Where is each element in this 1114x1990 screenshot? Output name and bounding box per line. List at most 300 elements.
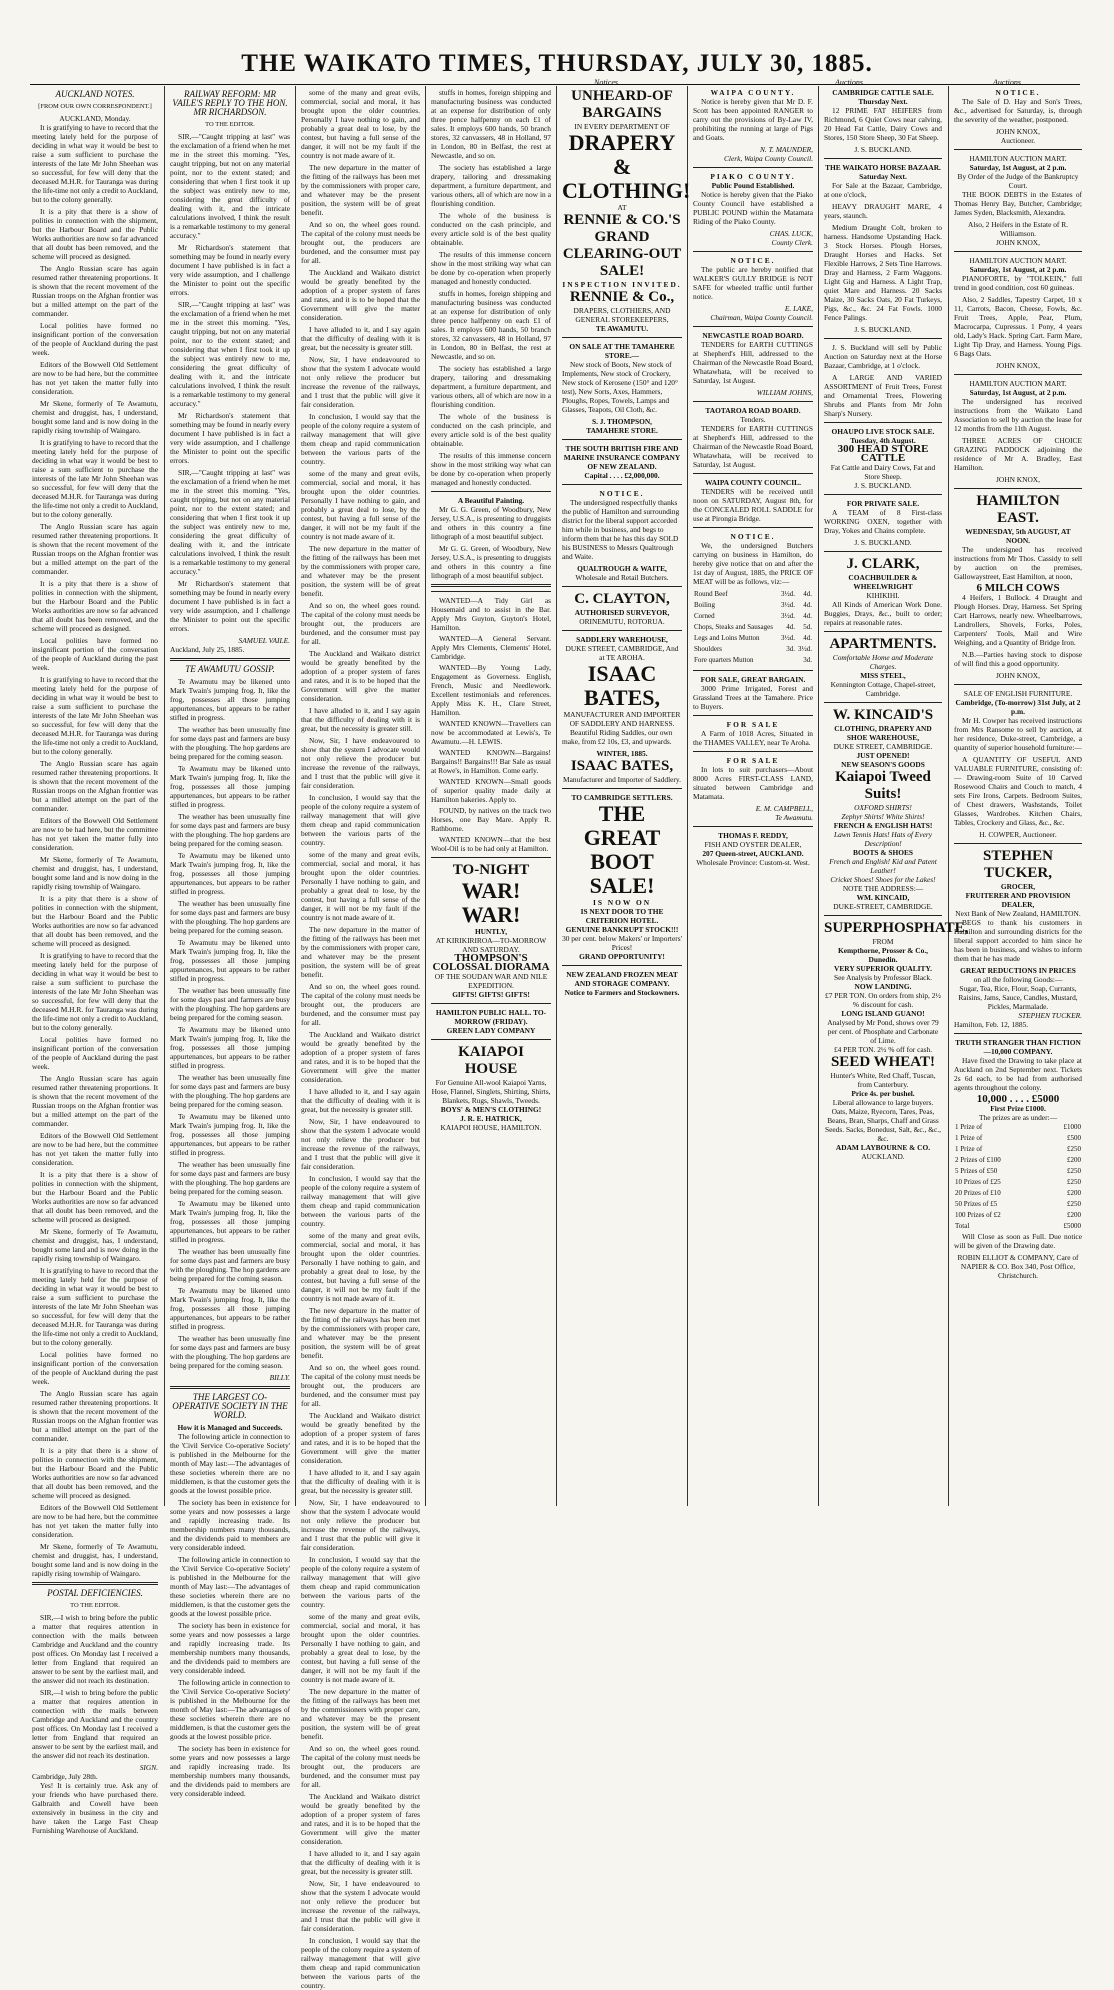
superphosphate: SUPERPHOSPHATE, [824,920,969,936]
paragraph: In conclusion, I would say that the people of the colony require a system of railway management that will give them cheap and rapid communication between the various parts of the country. [301,793,420,847]
green-lady: GREEN LADY COMPANY [446,1026,536,1035]
paragraph: In conclusion, I would say that the people of the colony require a system of railway management that will give them cheap and rapid communication between the various parts of the country. [301,1555,420,1609]
divider [693,326,813,327]
paragraph: BEGS to thank his customers in Hamilton and surrounding districts for the liberal support accorded to him since he has been in business, and wishes to inform them that he has made [954,918,1082,963]
meat-price-cell: 3½d. [780,612,795,620]
knox: JOHN KNOX, [996,361,1040,370]
prize-row [954,1199,1082,1210]
paragraph: Mr H. Cowper has received instructions from Mrs Ransome to sell by auction, at her residence, Duke-street, Cambridge, a quantity of superior household furniture:— [954,716,1082,752]
milch-cows: 6 MILCH COWS [976,582,1060,594]
clayton: C. CLAYTON, [574,591,670,607]
meat-price-cell: 4d. [786,623,795,631]
stephen-tucker: STEPHEN TUCKER, [982,848,1054,881]
paragraph: It is a pity that there is a show of polities in connection with the shipment, but the Harbour Board and the Public Works authorities are now so far advanced that all doubt has been removed, and the scheme will proceed as designed. [32,207,158,261]
divider [824,915,942,916]
col-divider [818,86,819,1506]
paragraph: The new departure in the matter of the fitting of the railways has been met by the commissioners with proper care, and whatever may be the present position, the system will be of great benefit. [301,1306,420,1360]
meat-price-cell: 3½d. [798,645,812,653]
divider [954,684,1082,685]
oats: Oats, Maize, Ryecorn, Tares, Peas, Beans, Bran, Sharps, Chaff and Grass Seeds. Sacks, Bonedust, Salt, &c., &c., &c. [825,1107,941,1143]
guano-text: Analysed by Mr Pond, shows over 79 per cent. of Phosphate and Carbonate of Lime. [827,1018,939,1045]
paragraph: Mr Skene, formerly of Te Awamutu, chemist and druggist, has, I understand, bought some land and is now doing in the rapidly rising township of Waingaro. [32,1227,158,1263]
article-title: THE LARGEST CO-OPERATIVE SOCIETY IN THE WORLD. [172,1392,288,1420]
paragraph: The following article in connection to the 'Civil Service Co-operative Society' is published in the Melbourne for the month of May last:—The advantages of these societies wherein there are no middlemen, is that the customer gets the goods at the lowest possible price. [170,1678,290,1741]
paragraph: Beautiful Riding Saddles, our own make, from £2 10s, £3, and upwards. [562,728,673,746]
duke-street: DUKE STREET, CAMBRIDGE. [833,742,933,751]
column-railway-reform [170,88,290,1798]
paragraph: The new departure in the matter of the fitting of the railways has been met by the commissioners with proper care, and whatever may be the present position, the system will be of great benefit. [301,544,420,598]
paragraph: TENDERS for EARTH CUTTINGS at Shepherd's Hill, addressed to the Chairman of the Newcastle Road Board, Whatawhata, will be received to Saturday, 1st August. [693,340,813,385]
kincaid2: WM. KINCAID, [856,893,910,902]
mart-heading: HAMILTON AUCTION MART. [969,154,1067,163]
meat-price-cell: 3½d. [780,601,795,609]
paragraph: THE BOOK DEBTS in the Estates of Thomas Henry Bay, Butcher, Cambridge; James Syden, Blacksmith, Alexandra. [954,190,1082,217]
thompson-sub: TAMAHERE STORE. [586,426,658,435]
divider [431,1003,551,1004]
mart-date: Saturday, 1st August, at 2 p.m. [969,388,1067,397]
frozen-sub: Notice to Farmers and Stockowners. [564,988,680,997]
divider [562,484,682,485]
masthead: THE WAIKATO TIMES, THURSDAY, JULY 30, 1885. [241,50,873,77]
lawn-hats: Lawn Tennis Hats! Hats of Every Description! [833,830,933,848]
coach-heading: COACHBUILDER & WHEELWRIGHT [848,573,918,591]
divider [954,251,1082,252]
paragraph: The undersigned has received instructions from the Waikato Land Association to sell by auction the lease for 12 months from the 11th August. [954,397,1082,433]
paragraph: Also, 2 Saddles, Tapestry Carpet, 10 x 11, Carrots, Bacon, Cheese, Fowls, &c. Fruit Trees, Apple, Pear, Plum, Macrocarpa, Cupressus. 1 Pony, 4 years old, Lady's Hack. Spring Cart. Farm Mare, Light Tip Dray, and Harness. Young Pigs. 6 Bags Oats. [954,295,1082,358]
paragraph: In conclusion, I would say that the people of the colony require a system of railway management that will give them cheap and rapid communication between the various parts of the country. [301,1936,420,1990]
paragraph: Mr Skene, formerly of Te Awamutu, chemist and druggist, has, I understand, bought some land and is now doing in the rapidly rising township of Waingaro. [32,1542,158,1578]
paragraph: The weather has been unusually fine for some days past and farmers are busy with the ploughing. The hop gardens are being prepared for the coming season. [170,1247,290,1283]
paragraph: Mr Skene, formerly of Te Awamutu, chemist and druggist, has, I understand, bought some land and is now doing in the rapidly rising township of Waingaro. [32,399,158,435]
divider [824,338,942,339]
paragraph: The society has been in existence for some years and now possesses a large and rapidly increasing trade. Its membership numbers many thousands, and the dividends paid to members are very considerable indeed. [170,1621,290,1675]
meat-price-cell: 4d. [803,601,812,609]
campbell: E. M. CAMPBELL, [755,804,813,813]
diorama-heading: THOMPSON'S COLOSSAL DIORAMA [432,952,550,973]
paragraph: The results of this immense concern show in the most striking way what can be done by co-operation when properly managed and honestly conducted. [431,250,551,286]
divider [824,494,942,495]
date: Cambridge, July 28th. [32,1772,98,1781]
paragraph: I have alluded to it, and I say again that the difficulty of dealing with it is great, but the necessity is greater still. [301,1468,420,1495]
isaac-bates-2: ISAAC BATES, [570,758,674,774]
meat-price-cell: Boiling [694,601,716,609]
waipa-council-heading: WAIPA COUNTY COUNCIL. [705,478,801,487]
divider [954,1033,1082,1034]
paragraph: stuffs in homes, foreign shipping and manufacturing business was conducted at an expense for distribution of only three pence halfpenny on each £1 of sales. It employs 600 hands, 50 branch stores, 32 canvassers, 48 in Holland, 97 in London, 80 in Belfast, the rest at Newcastle, and so on. [431,88,551,160]
buckland: J. S. BUCKLAND. [854,481,912,490]
prize-cell: £200 [1067,1156,1081,1164]
divider [824,702,942,703]
luck-sub: County Clerk. [771,238,813,247]
rennie-inspection: INSPECTION INVITED. [562,280,682,289]
isaac-bates: ISAAC BATES, [583,661,660,710]
buckland: J. S. BUCKLAND. [854,538,912,547]
paragraph: The weather has been unusually fine for some days past and farmers are busy with the ploughing. The hop gardens are being prepared for the coming season. [170,1334,290,1370]
column-auctions-b [954,88,1082,1500]
kaiapoi-text: For Genuine All-wool Kaiapoi Yarns, Hose, Flannel, Singlets, Shirting, Shirts, Blankets, Rugs, Shawls, Tweeds. [431,1078,551,1105]
knox-sub: Auctioneer. [1000,136,1036,145]
clark: J. CLARK, [846,556,920,572]
meat-price-cell: Shoulders [694,645,722,653]
johns: WILLIAM JOHNS, [756,388,813,397]
byline: [FROM OUR OWN CORRESPONDENT.] [38,103,152,110]
paragraph: The society has established a large drapery, tailoring and dressmaking department, a furniture department, and various others, all of which are now in a flourishing condition. [431,163,551,208]
column-county-notices [693,88,813,1500]
kaiapoi-signature: J. R. E. HATRICK, [460,1114,522,1123]
divider [562,788,682,789]
col-divider [687,86,688,1506]
bank: Next Bank of New Zealand, HAMILTON. [955,909,1081,918]
paragraph: 3000 Prime Irrigated, Forest and Grassland Trees at the Tamahere. Price to Buyers. [693,684,813,711]
isaac2-sub: Manufacturer and Importer of Saddlery. [563,775,681,784]
meat-price-table [693,589,813,666]
paragraph: Now, Sir, I have endeavoured to show that the system I advocate would not only relieve the producer but increase the revenue of the railways, and I trust that the public will give it fair consideration. [301,355,420,409]
paragraph: Local polities have formed no insignificant portion of the conversation of the people of Auckland during the past week. [32,1350,158,1386]
paragraph: stuffs in homes, foreign shipping and manufacturing business was conducted at an expense for distribution of only three pence halfpenny on each £1 of sales. It employs 600 hands, 50 branch stores, 32 canvassers, 48 in Holland, 97 in London, 80 in Belfast, the rest at Newcastle, and so on. [431,289,551,361]
prize-cell: £1000 [1063,1123,1081,1131]
paragraph: 4 Heifers, 1 Bullock. 4 Draught and Plough Horses. Dray, Harness. Set Spring Cart Harrows, nearly new. Wheelbarrows, Landrollers, Shovels, Forks, Poles, Carpenters' Tools, Mail and Wire Weighing, and a Quantity of Bridge Iron. [954,593,1082,647]
kaiapoi-boys: BOYS' & MEN'S CLOTHING! [440,1105,542,1114]
rennie-sub: DRAPERS, CLOTHIERS, AND GENERAL STOREKEEPERS, [573,306,671,324]
miss-steel: MISS STEEL, [860,671,906,680]
signature: BILLY. [269,1373,290,1382]
paragraph: A Farm of 1018 Acres, Situated in the THAMES VALLEY, near Te Aroha. [693,729,813,747]
paragraph: I have alluded to it, and I say again that the difficulty of dealing with it is great, but the necessity is greater still. [301,706,420,733]
buckland: J. S. BUCKLAND. [854,145,912,154]
head300: 300 HEAD STORE CATTLE [837,443,929,464]
paragraph: The Anglo Russian scare has again resumed rather threatening proportions. It is shown that the recent movement of the Russian troops on the Afghan frontier was but a milled attempt on the part of the commander. [32,759,158,813]
prize-row [954,1210,1082,1221]
paragraph: some of the many and great evils, commercial, social and moral, it has brought upon the older countries. Personally I have nothing to gain, and probably a great deal to lose, by the contest, but having a full sense of the danger, it will not be my fault if the country is not made aware of it. [301,850,420,922]
winter: WINTER, 1885. [596,749,648,758]
notice-heading: NOTICE. [599,489,645,498]
boots: BOOTS & SHOES [853,848,913,857]
knox: JOHN KNOX, [996,238,1040,247]
bazaar-heading: THE WAIKATO HORSE BAZAAR. [825,163,941,172]
prize-cell: £250 [1067,1178,1081,1186]
paragraph: Te Awamutu may be likened unto Mark Twain's jumping frog. It, like the frog, possesses all those jumping appurtenances, but appears to be rather stifled in progress. [170,1199,290,1244]
divider [431,491,551,492]
prize-row [954,1155,1082,1166]
section-head-notices: Notices. [594,78,620,87]
paragraph: A QUANTITY OF USEFUL AND VALUABLE FURNITURE, consisting of:— Drawing-room Suite of 10 Carved Rosewood Chairs and Couch to match, 4 sets Fire Irons, Carpets. Bedroom Suites, of Chest drawers, Washstands, Toilet Glasses, Wardrobes. Kitchen Chairs, Tables, Crockery and Glass, &c., &c. [954,755,1082,827]
paragraph: Editors of the Bowwell Old Settlement are now to be had here, but the committee has not yet taken the matter fully into consideration. [32,1131,158,1167]
column-society-wanteds [431,88,551,1500]
paragraph: Notice is hereby given that the Piako County Council have established a PUBLIC POUND within the Matamata Riding of the Piako County. [693,190,813,226]
prize-cell: 5 Prizes of £50 [955,1167,998,1175]
meat-price-row [693,655,813,666]
paragraph: The Auckland and Waikato district would be greatly benefited by the adoption of a proper system of fares and rates, and it is to be hoped that the Government will give the matter consideration. [301,268,420,322]
paragraph: Editors of the Bowwell Old Settlement are now to be had here, but the committee has not yet taken the matter fully into consideration. [32,816,158,852]
kempthorne: Kempthorne, Prosser & Co., Dunedin. [837,946,929,964]
rennie-heading-4: GRAND CLEARING-OUT SALE! [562,229,682,279]
paragraph: The Auckland and Waikato district would be greatly benefited by the adoption of a proper system of fares and rates, and it is to be hoped that the Government will give the matter consideration. [301,649,420,703]
divider [693,401,813,402]
divider [431,1039,551,1040]
paragraph: The society has established a large drapery, tailoring and dressmaking department, a furniture department, and various others, all of which are now in a flourishing condition. [431,364,551,409]
prize-cell: £500 [1067,1134,1081,1142]
kincaid-sub: CLOTHING, DRAPERY AND SHOE WAREHOUSE, [834,724,932,742]
prize-row [954,1166,1082,1177]
paragraph: The weather has been unusually fine for some days past and farmers are busy with the ploughing. The hop gardens are being prepared for the coming season. [170,899,290,935]
buckland: J. S. BUCKLAND. [854,325,912,334]
grand: GRAND OPPORTUNITY! [579,952,665,961]
paragraph: And so on, the wheel goes round. The capital of the colony must needs be brought out, the producers are burdened, and the consumer must pay for all. [301,1744,420,1789]
heifers: Also, 2 Heifers in the Estate of R. Williamson. [968,220,1068,238]
on-sale: ON SALE AT THE TAMAHERE STORE.— [569,342,675,360]
paragraph: HEAVY DRAUGHT MARE, 4 years, staunch. [824,202,942,220]
paragraph: The new departure in the matter of the fitting of the railways has been met by the commissioners with proper care, and whatever may be the present position, the system will be of great benefit. [301,163,420,217]
landing: NOW LANDING. [854,982,912,991]
thompson: S. J. THOMPSON, [591,417,653,426]
lake: E. LAKE, [784,304,813,313]
rennie-at: AT [617,203,627,212]
paragraph: Notice is hereby given that Mr D. F. Scott has been appointed RANGER to carry out the provisions of By-Law IV, prohibiting the running at large of Pigs and Goats. [693,97,813,142]
maunder: N. T. MAUNDER, [759,145,813,154]
paragraph: Local polities have formed no insignificant portion of the conversation of the people of Auckland during the past week. [32,321,158,357]
knox: JOHN KNOX, [996,671,1040,680]
article-title: RAILWAY REFORM: MR VAILE'S REPLY TO THE HON. MR RICHARDSON. [172,89,288,117]
order: By Order of the Judge of the Bankruptcy Court. [957,172,1079,190]
paragraph: Te Awamutu may be likened unto Mark Twain's jumping frog. It, like the frog, possesses all those jumping appurtenances, but appears to be rather stifled in progress. [170,851,290,896]
french-hats: FRENCH & ENGLISH HATS! [833,821,933,830]
divider [824,422,942,423]
frozen-meat: NEW ZEALAND FROZEN MEAT AND STORAGE COMPANY. [566,970,678,988]
paragraph: The Anglo Russian scare has again resumed rather threatening proportions. It is shown that the recent movement of the Russian troops on the Afghan frontier was but a milled attempt on the part of the commander. [32,1389,158,1443]
meat-price-cell: 3½d. [780,634,795,642]
mart-heading: HAMILTON AUCTION MART. [969,256,1067,265]
hamilton-east: HAMILTON EAST. [976,493,1060,526]
wanted-ad: WANTED KNOWN—that the best Wool-Oil is to be had only at Hamilton. [431,835,551,853]
new-season: NEW SEASON'S GOODS [841,760,925,769]
paragraph: A LARGE AND VARIED ASSORTMENT of Fruit Trees, Forest and Ornamental Trees, Flowering Shrubs and Plants from Mr John Sharp's Nursery. [824,373,942,418]
apt-sub: Comfortable Home and Moderate Charges. [832,653,934,671]
divider [431,857,551,858]
divider [824,158,942,159]
huntly: HUNTLY, [474,927,508,936]
rennie-heading-1: UNHEARD-OF BARGAINS [571,88,673,121]
date: Auckland, July 25, 1885. [170,645,245,654]
insurance: THE SOUTH BRITISH FIRE AND MARINE INSURANCE COMPANY OF NEW ZEALAND. [563,444,681,471]
saturday: Saturday Next. [859,172,907,181]
piako-sub: Public Pound Established. [711,181,795,190]
wanted-ad: WANTED—By Young Lady, Engagement as Governess. English, French, Music and Needlework. Excellent testimonials and references. Apply Miss K. H., Clare Street, Hamilton. [431,663,551,717]
article-subtitle: How it is Managed and Succeeds. [177,1423,283,1432]
paragraph: Te Awamutu may be likened unto Mark Twain's jumping frog. It, like the frog, possesses all those jumping appurtenances, but appears to be rather stifled in progress. [170,938,290,983]
divider [562,439,682,440]
prize-row [954,1188,1082,1199]
divider [693,473,813,474]
prize-table [954,1122,1082,1232]
kincaid2-sub: DUKE-STREET, CAMBRIDGE. [833,902,933,911]
paragraph: Mr G. G. Green, of Woodbury, New Jersey, U.S.A., is presenting to druggists and others in this country a fine lithograph of a most beautiful subject. [431,505,551,541]
paragraph: SIR,—"Caught tripping at last" was the exclamation of a friend when he met me in the street this morning. "Yes, caught tripping, but not on any material point, nor to the extent stated; and considering that when I first took it up the subject was entirely new to me, considering the great difficulty of dealing with it, and the intricate calculations involved, I think the result is a remarkable testimony to my general accuracy." [170,468,290,576]
meat-price-cell: 3½d. [780,590,795,598]
paragraph: The following article in connection to the 'Civil Service Co-operative Society' is published in the Melbourne for the month of May last:—The advantages of these societies wherein there are no middlemen, is that the customer gets the goods at the lowest possible price. [170,1432,290,1495]
campbell-location: Te Awamutu. [775,813,813,822]
article-title: AUCKLAND NOTES. [55,89,135,99]
divider [431,584,551,587]
paragraph: The society has been in existence for some years and now possesses a large and rapidly increasing trade. Its membership numbers many thousands, and the dividends paid to members are very considerable indeed. [170,1744,290,1798]
paragraph: I have alluded to it, and I say again that the difficulty of dealing with it is great, but the necessity is greater still. [301,1087,420,1114]
reddy-last: Wholesale Province: Custom-st. West. [696,858,810,867]
paragraph: New stock of Boots, New stock of Implements, New stock of Crockery, New stock of Kerosene (150° and 120° test), New Sorts, Axes, Hammers, Ploughs, Ropes, Towels, Lamps and Glasses, Teapots, Oil Cloth, &c. [562,360,678,414]
ad-heading: A Beautiful Painting. [457,496,525,505]
meat-price-cell: 4d. [803,590,812,598]
signature: SIGN. [139,1763,158,1772]
prize-cell: 2 Prizes of £100 [955,1156,1001,1164]
wanted-ad: WANTED—A Tidy Girl as Housemaid and to assist in the Bar. Apply Mrs Guyton, Guyton's Hotel, Hamilton. [431,596,551,632]
clayton-location: ORINEMUTU, ROTORUA. [579,617,665,626]
paragraph: And so on, the wheel goes round. The capital of the colony must needs be brought out, the producers are burdened, and the consumer must pay for all. [301,982,420,1027]
paragraph: The society has been in existence for some years and now possesses a large and rapidly increasing trade. Its membership numbers many thousands, and the dividends paid to members are very considerable indeed. [170,1498,290,1552]
column-rennie-ads [562,88,691,1500]
paragraph: The Anglo Russian scare has again resumed rather threatening proportions. It is shown that the recent movement of the Russian troops on the Afghan frontier was but a milled attempt on the part of the commander. [32,1074,158,1128]
mart-date: Saturday, 1st August, at 2 p.m. [969,265,1067,274]
paragraph: The whole of the business is conducted on the cash principle, and every article sold is of the best quality obtainable. [431,211,551,247]
paragraph: Mr Richardson's statement that something may be found in nearly every document I have published is in fact a very wide assumption, and I challenge the Minister to point out the specific errors. [170,411,290,465]
seed-wheat: SEED WHEAT! [830,1054,936,1070]
paragraph: In conclusion, I would say that the people of the colony require a system of railway management that will give them cheap and rapid communication between the various parts of the country. [301,1174,420,1228]
price2: £4 PER TON. 2½ % off for cash. [833,1045,933,1054]
paragraph: The undersigned has received instructions from Mr Thos. Cassidy to sell by auction on the premises, Gallowaystreet, East Hamilton, at noon, [954,545,1082,581]
paragraph: The weather has been unusually fine for some days past and farmers are busy with the ploughing. The hop gardens are being prepared for the coming season. [170,812,290,848]
paragraph: Now, Sir, I have endeavoured to show that the system I advocate would not only relieve the producer but increase the revenue of the railways, and I trust that the public will give it fair consideration. [301,1879,420,1933]
notice-heading: NOTICE. [995,88,1041,97]
liberal: Liberal allowance to large buyers. [832,1098,934,1107]
paragraph: The weather has been unusually fine for some days past and farmers are busy with the ploughing. The hop gardens are being prepared for the coming season. [170,1160,290,1196]
grocer: GROCER, [1000,882,1036,891]
hall-heading: HAMILTON PUBLIC HALL. TO-MORROW (FRIDAY). [435,1008,547,1026]
paragraph: It is gratifying to have to record that the meeting lately held for the purpose of deciding in what way it would be best to raise a sum sufficient to purchase the interests of the late Mr John Sheehan was so successful, for few will deny that the deceased M.H.R. for Tauranga was during the life-time not only a credit to Auckland, but to the colony generally. [32,1266,159,1347]
wednesday: WEDNESDAY, 5th AUGUST, AT NOON. [965,527,1071,545]
paragraph: All Kinds of American Work Done. Buggies, Drays, &c., built to order; repairs at reasonable rates. [824,600,942,627]
meat-price-cell: 4d. [803,634,812,642]
percent: 30 per cent. below Makers' or Importers' Prices! [562,934,682,952]
capital: Capital . . . . £2,000,000. [584,471,660,480]
rennie-subline: IN EVERY DEPARTMENT OF [574,122,670,131]
first-prize: First Prize £1000. [990,1104,1046,1113]
prize-cell: 1 Prize of [955,1145,983,1153]
col-divider [295,86,296,1506]
prize-cell: Total [955,1222,970,1230]
meat-price-cell: Chops, Steaks and Sausages [694,623,773,631]
tuesday: Tuesday, 4th August. [850,436,916,445]
paragraph: Mr Skene, formerly of Te Awamutu, chemist and druggist, has, I understand, bought some land and is now doing in the rapidly rising township of Waingaro. [32,855,158,891]
divider [431,591,551,592]
saddlery: SADDLERY WAREHOUSE, [576,635,668,644]
meat-price-cell: 3d. [803,656,812,664]
paragraph: Now, Sir, I have endeavoured to show that the system I advocate would not only relieve the producer but increase the revenue of the railways, and I trust that the public will give it fair consideration. [301,1117,420,1171]
paragraph: some of the many and great evils, commercial, social and moral, it has brought upon the older countries. Personally I have nothing to gain, and probably a great deal to lose, by the contest, but having a full sense of the danger, it will not be my fault if the country is not made aware of it. [301,469,420,541]
prize-row [954,1144,1082,1155]
guano: LONG ISLAND GUANO! [841,1009,925,1018]
tucker-date: Hamilton, Feb. 12, 1885. [954,1020,1029,1029]
criterion: IS NEXT DOOR TO THE CRITERION HOTEL. [580,907,664,925]
rennie-heading-3: RENNIE & CO.'S [563,212,681,228]
paragraph: The weather has been unusually fine for some days past and farmers are busy with the ploughing. The hop gardens are being prepared for the coming season. [170,986,290,1022]
paragraph: The following article in connection to the 'Civil Service Co-operative Society' is published in the Melbourne for the month of May last:—The advantages of these societies wherein there are no middlemen, is that the customer gets the goods at the lowest possible price. [170,1555,290,1618]
meat-price-cell: Round Beef [694,590,728,598]
paragraph: Now, Sir, I have endeavoured to show that the system I advocate would not only relieve the producer but increase the revenue of the railways, and I trust that the public will give it fair consideration. [301,1498,420,1552]
divider [693,251,813,252]
private-heading: FOR PRIVATE SALE. [846,499,920,508]
paragraph: some of the many and great evils, commercial, social and moral, it has brought upon the older countries. Personally I have nothing to gain, and probably a great deal to lose, by the contest, but having a full sense of the danger, it will not be my fault if the country is not made aware of it. [301,1612,420,1684]
paragraph: The undersigned respectfully thanks the public of Hamilton and surrounding district for the liberal support accorded him while in business, and begs to inform them that he has this day SOLD his BUSINESS to Messrs Qualtrough and Waite. [562,498,680,561]
divider [954,843,1082,844]
paragraph: Now, Sir, I have endeavoured to show that the system I advocate would not only relieve the producer but increase the revenue of the railways, and I trust that the public will give it fair consideration. [301,736,420,790]
paragraph: Local polities have formed no insignificant portion of the conversation of the people of Auckland during the past week. [32,1035,158,1071]
col-divider [948,86,949,1506]
paragraph: Te Awamutu may be likened unto Mark Twain's jumping frog. It, like the frog, possesses all those jumping appurtenances, but appears to be rather stifled in progress. [170,677,290,722]
prize-cell: £250 [1067,1200,1081,1208]
meat-price-cell: Fore quarters Mutton [694,656,754,664]
mart-date: Saturday, 1st August, at 2 p.m. [969,163,1067,172]
section-head-auctions-a: Auctions. [835,78,865,87]
paragraph: some of the many and great evils, commercial, social and moral, it has brought upon the older countries. Personally I have nothing to gain, and probably a great deal to lose, by the contest, but having a full sense of the danger, it will not be my fault if the country is not made aware of it. [301,88,420,160]
kaiapoi-tweed: Kaiapoi Tweed Suits! [835,769,931,802]
divider [954,374,1082,375]
prize-cell: 1 Prize of [955,1123,983,1131]
luck: CHAS. LUCK, [769,229,813,238]
col-divider [164,86,165,1506]
paragraph: The new departure in the matter of the fitting of the railways has been met by the commissioners with proper care, and whatever may be the present position, the system will be of great benefit. [301,925,420,979]
paragraph: some of the many and great evils, commercial, social and moral, it has brought upon the older countries. Personally I have nothing to gain, and probably a great deal to lose, by the contest, but having a full sense of the danger, it will not be my fault if the country is not made aware of it. [301,1231,420,1303]
stranger: TRUTH STRANGER THAN FICTION—10,000 COMPANY. [955,1038,1081,1056]
to-editor: TO THE EDITOR. [70,1602,120,1609]
maunder-sub: Clerk, Waipa County Council. [723,154,813,163]
meat-price-row [693,611,813,622]
paragraph: The results of this immense concern show in the most striking way what can be done by co-operation when properly managed and honestly conducted. [431,451,551,487]
clayton-sub: AUTHORISED SURVEYOR, [574,608,670,617]
sale-heading: FOR SALE [726,720,780,729]
paragraph: It is gratifying to have to record that the meeting lately held for the purpose of deciding in what way it would be best to raise a sum sufficient to purchase the interests of the late Mr John Sheehan was so successful, for few will deny that the deceased M.H.R. for Tauranga was during the life-time not only a credit to Auckland, but to the colony generally. [32,438,159,519]
mart-heading: HAMILTON AUCTION MART. [969,379,1067,388]
divider [562,965,682,966]
paragraph: N.B.—Parties having stock to dispose of will find this a good opportunity. [954,650,1082,668]
wanted-ad: WANTED KNOWN—Small goods of superior quality made daily at Hamilton bakeries. Apply to. [431,777,551,804]
paragraph: TENDERS will be received until noon on SATURDAY, August 8th, for the CONCEALED ROLL SADDLE for use at Pirongia Bridge. [693,487,813,523]
address: ROBIN ELLIOT & COMPANY, Care of NAPIER & CO. Box 340, Post Office, Christchurch. [957,1253,1079,1280]
prize-cell: 1 Prize of [955,1134,983,1142]
divider [954,488,1082,489]
sale-furniture: SALE OF ENGLISH FURNITURE. [963,689,1073,698]
meat-price-cell: 5d. [803,623,812,631]
meat-price-row [693,633,813,644]
paragraph: Te Awamutu may be likened unto Mark Twain's jumping frog. It, like the frog, possesses all those jumping appurtenances, but appears to be rather stifled in progress. [170,1112,290,1157]
cambridge-date: Cambridge, (To-morrow) 31st July, at 2 p.m. [955,698,1081,716]
paragraph: SIR,—"Caught tripping at last" was the exclamation of a friend when he met me in the street this morning. "Yes, caught tripping, but not on any material point, nor to the extent stated; and considering that when I first took it up the subject was entirely new to me, considering the great difficulty of dealing with it, and the intricate calculations involved, I think the result is a remarkable testimony to my general accuracy." [170,132,290,240]
meat-price-row [693,622,813,633]
qualtrough-sub: Wholesale and Retail Butchers. [575,573,669,582]
paragraph: The Auckland and Waikato district would be greatly benefited by the adoption of a proper system of fares and rates, and it is to be hoped that the Government will give the matter consideration. [301,1030,420,1084]
goods-list: Sugar, Tea, Rice, Flour, Soap, Currants, Raisins, Jams, Sauce, Candles, Mustard, Pickles, Marmalade. [958,984,1078,1011]
paragraph: TENDERS for EARTH CUTTINGS at Shepherd's Hill, addressed to the Chairman of the Newcastle Road Board, Whatawhata, will be received to Saturday, 1st August. [693,424,813,469]
paragraph: Te Awamutu may be likened unto Mark Twain's jumping frog. It, like the frog, possesses all those jumping appurtenances, but appears to be rather stifled in progress. [170,1025,290,1070]
paragraph: SIR,—I wish to bring before the public a matter that requires attention in connection with the mails between Cambridge and Auckland and the country post offices. On Monday last I received a letter from England that required an answer to be sent by the earliest mail, and the answer did not reach its destination. [32,1688,158,1760]
divider [693,670,813,671]
paragraph: Local polities have formed no insignificant portion of the conversation of the people of Auckland during the past week. [32,636,158,672]
wanted-ad: WANTED—A General Servant. Apply Mrs Clements, Clements' Hotel, Cambridge. [431,634,551,661]
article-title: TE AWAMUTU GOSSIP. [185,664,275,674]
paragraph: Mr G. G. Green, of Woodbury, New Jersey, U.S.A., is presenting to druggists and others in this country a fine lithograph of a most beautiful subject. [431,544,551,580]
divider [954,149,1082,150]
gifts: GIFTS! GIFTS! GIFTS! [452,990,530,999]
paragraph: PIANOFORTE, by "TOLKEIN," full trend in good condition, cost 60 guineas. [954,274,1082,292]
paragraph: In conclusion, I would say that the people of the colony require a system of railway management that will give them cheap and rapid communication between the various parts of the country. [301,412,420,466]
section-head-auctions-b: Auctions. [993,78,1023,87]
qualtrough: QUALTROUGH & WAITE, [577,564,667,573]
